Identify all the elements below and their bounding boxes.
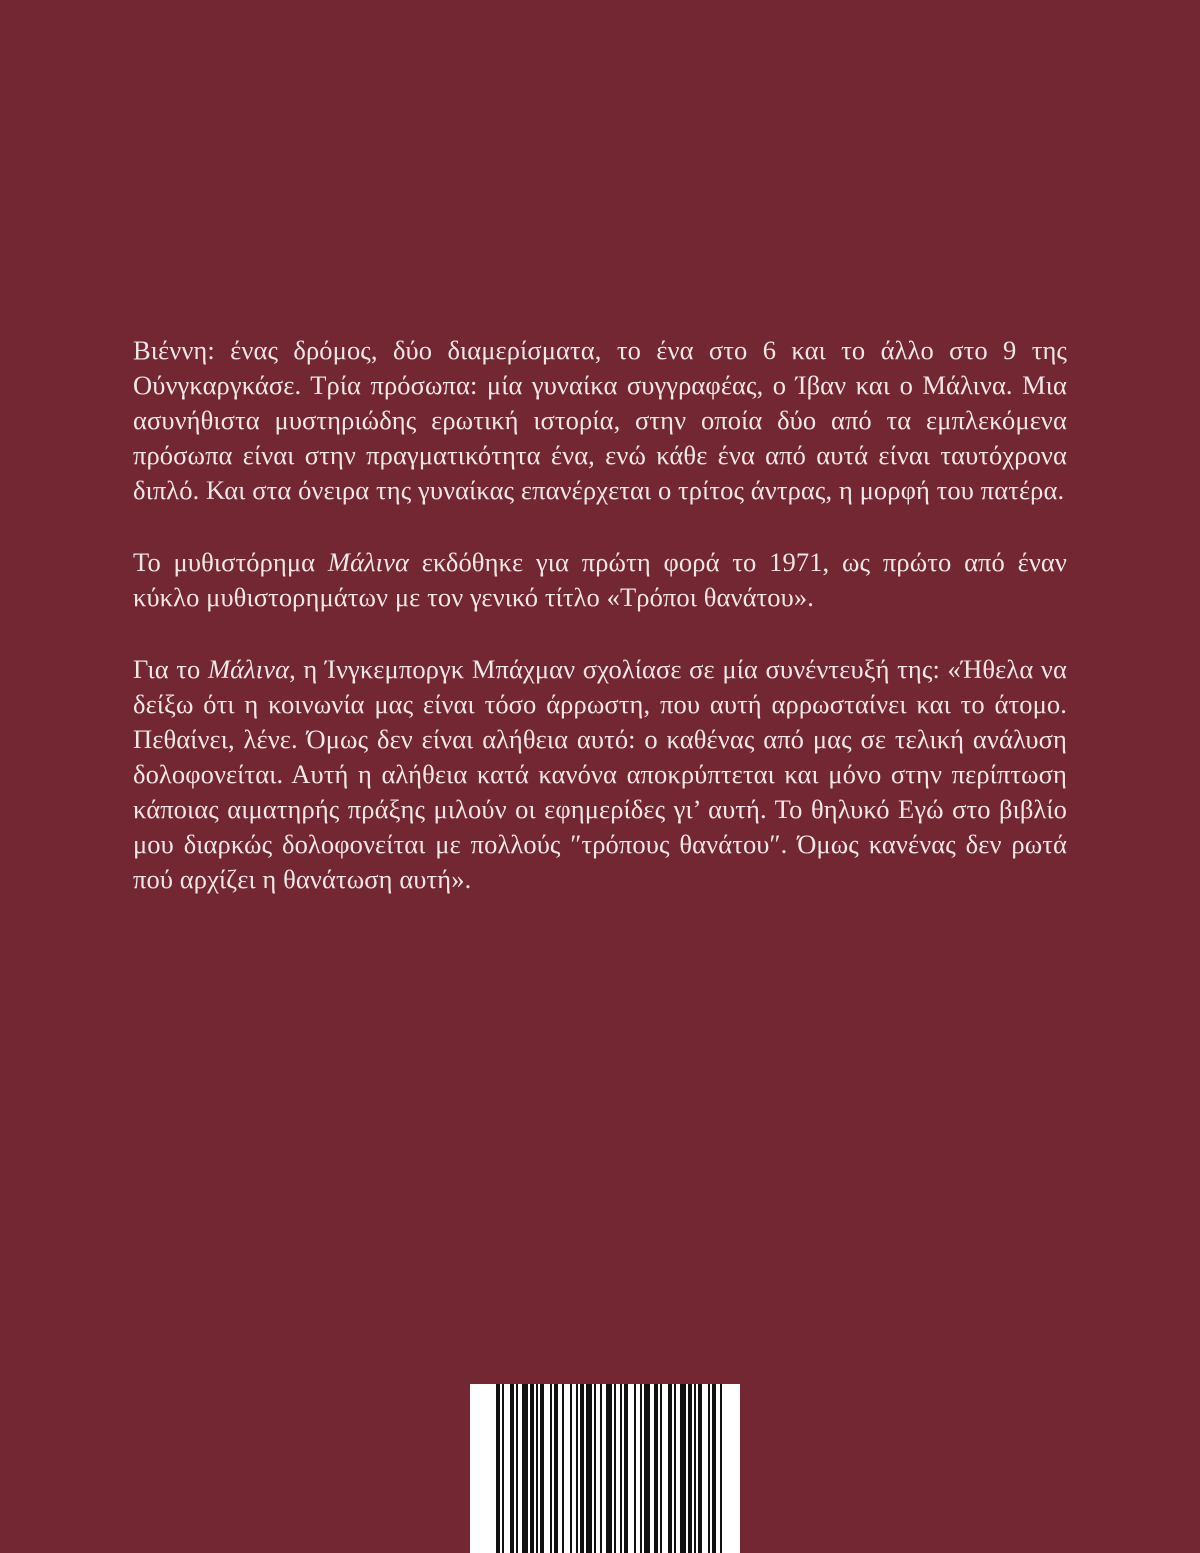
barcode-bar [550, 1384, 552, 1553]
barcode-bar [668, 1384, 672, 1553]
barcode-bar [600, 1384, 602, 1553]
book-title-italic: Μάλινα [327, 547, 410, 577]
barcode-bar [654, 1384, 658, 1553]
barcode-bar [576, 1384, 578, 1553]
barcode-bar [660, 1384, 662, 1553]
blurb-paragraph-2 [133, 545, 1067, 615]
paragraph-2-body-text: εκδόθηκε για πρώτη φορά το 1971, ως πρώτο από έναν κύκλο μυθιστορημάτων με τον γενικό τίτλο «Τρόποι θανάτου». [133, 547, 1068, 612]
barcode-bar [510, 1384, 514, 1553]
barcode-bar [516, 1384, 518, 1553]
barcode-bar [698, 1384, 702, 1553]
barcode [470, 1384, 740, 1553]
barcode-bar [554, 1384, 558, 1553]
barcode-bar [594, 1384, 596, 1553]
barcode-bar [712, 1384, 716, 1553]
barcode-bar [680, 1384, 686, 1553]
blurb-paragraph-1: Βιέννη: ένας δρόμος, δύο διαμερίσματα, το ένα στο 6 και το άλλο στο 9 της Ούνγκαργκάσε. Τρία πρόσωπα: μία γυναίκα συγγραφέας, ο Ίβαν και ο Μάλινα. Μια ασυνήθιστα μυστηριώδης ερωτική ιστορία, στην οποία δύο από τα εμπλεκόμενα πρόσωπα είναι στην πραγματικότητα ένα, ενώ κάθε ένα από αυτά είναι ταυτόχρονα διπλό. Και στα όνειρα της γυναίκας επανέρχεται ο τρίτος άντρας, η μορφή του πατέρα. [133, 335, 1067, 505]
barcode-bar [570, 1384, 572, 1553]
barcode-bar [586, 1384, 592, 1553]
barcode-bar [644, 1384, 650, 1553]
barcode-bar [536, 1384, 538, 1553]
barcode-bar [580, 1384, 584, 1553]
barcode-bar [620, 1384, 622, 1553]
barcode-bar [688, 1384, 692, 1553]
barcode-bar [540, 1384, 544, 1553]
barcode-bar [634, 1384, 636, 1553]
paragraph-2-lead-text: Το μυθιστόρημα [133, 547, 328, 577]
blurb-text-block [133, 333, 1067, 897]
paragraph-3-body-text: , η Ίνγκεμποργκ Μπάχμαν σχολίασε σε μία συνέντευξή της: «Ήθελα να δείξω ότι η κοινωνία μας είναι τόσο άρρωστη, που αυτή αρρωσταίνει και το άτομο. Πεθαίνει, λένε. Όμως δεν είναι αλήθεια αυτό: ο καθένας από μας σε τελική ανάλυση δολοφονείται. Αυτή η αλήθεια κατά κανόνα αποκρύπτεται και μόνο στην περίπτωση κάποιας αιματηρής πράξης μιλούν οι εφημερίδες γι’ αυτή. Το θηλυκό Εγώ στο βιβλίο μου διαρκώς δολοφονείται με πολλούς ″τρόπους θανάτου″. Όμως κανένας δεν ρωτά πού αρχίζει η θανάτωση αυτή». [133, 654, 1067, 894]
barcode-bar [720, 1384, 722, 1553]
book-title-italic: Μάλινα [207, 654, 290, 684]
barcode-bar [496, 1384, 500, 1553]
barcode-bar [502, 1384, 504, 1553]
barcode-bar [614, 1384, 616, 1553]
barcode-bar [674, 1384, 676, 1553]
barcode-bar [640, 1384, 642, 1553]
barcode-bars [470, 1384, 740, 1553]
barcode-bar [522, 1384, 528, 1553]
barcode-bar [562, 1384, 564, 1553]
barcode-bar [624, 1384, 628, 1553]
barcode-bar [694, 1384, 696, 1553]
barcode-bar [606, 1384, 612, 1553]
blurb-paragraph-3 [133, 652, 1067, 897]
barcode-bar [708, 1384, 710, 1553]
paragraph-3-lead-text: Για το [133, 654, 208, 684]
barcode-bar [530, 1384, 534, 1553]
